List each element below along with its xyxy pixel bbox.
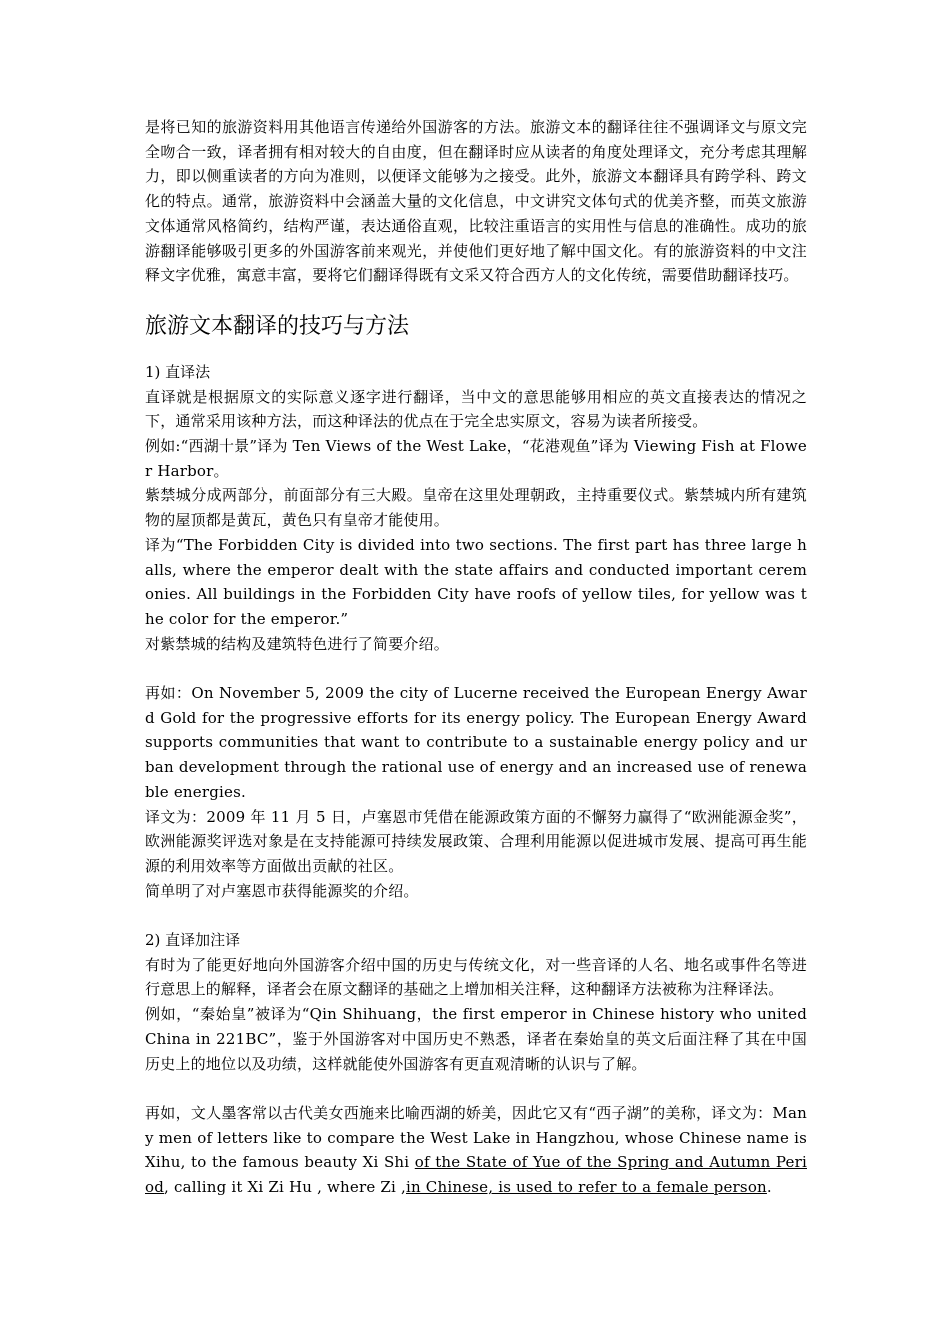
section1-example2-chinese: 译文为：2009 年 11 月 5 日，卢塞恩市凭借在能源政策方面的不懈努力赢得了“欧洲能源金奖”，欧洲能源奖评选对象是在支持能源可持续发展政策、合理利用能源以促进城市发展、提高可再生能源的利用效率等方面做出贡献的社区。 — [145, 807, 807, 875]
section-heading: 旅游文本翻译的技巧与方法 — [145, 313, 410, 339]
section1-comment1: 对紫禁城的结构及建筑特色进行了简要介绍。 — [145, 634, 450, 653]
section2-example2-underline-2: in Chinese, is used to refer to a female person — [405, 1178, 767, 1197]
section1-example1: 例如:“西湖十景”译为 Ten Views of the West Lake，“花港观鱼”译为 Viewing Fish at Flower Harbor。 — [145, 437, 807, 480]
intro-paragraph: 是将已知的旅游资料用其他语言传递给外国游客的方法。旅游文本的翻译往往不强调译文与原文完全吻合一致，译者拥有相对较大的自由度，但在翻译时应从读者的角度处理译文，充分考虑其理解力，即以侧重读者的方向为准则，以便译文能够为之接受。此外，旅游文本翻译具有跨学科、跨文化的特点。通常，旅游资料中会涵盖大量的文化信息，中文讲究文体句式的优美齐整，而英文旅游文体通常风格简约，结构严谨，表达通俗直观，比较注重语言的实用性与信息的准确性。成功的旅游翻译能够吸引更多的外国游客前来观光，并使他们更好地了解中国文化。有的旅游资料的中文注释文字优雅，寓意丰富，要将它们翻译得既有文采又符合西方人的文化传统，需要借助翻译技巧。 — [145, 118, 807, 285]
spacer — [145, 903, 807, 928]
section1-label: 1) 直译法 — [145, 362, 211, 381]
section2-definition: 有时为了能更好地向外国游客介绍中国的历史与传统文化，对一些音译的人名、地名或事件名等进行意思上的解释，译者会在原文翻译的基础之上增加相关注释，这种翻译方法被称为注释译法。 — [145, 955, 807, 999]
section1-comment2: 简单明了对卢塞恩市获得能源奖的介绍。 — [145, 881, 419, 900]
section2-example2-underline-1: of the State of Yue of the Spring and Autumn Period — [145, 1153, 807, 1197]
section2-example2 — [145, 1101, 807, 1200]
section2-example2-part-a: 再如，文人墨客常以古代美女西施来比喻西湖的娇美，因此它又有“西子湖”的美称，译文为：Many men of letters like to compare the West Lake in Hangzhou, whose Chinese name is Xihu, to the famous beauty Xi Shi — [145, 1103, 807, 1172]
spacer — [145, 1076, 807, 1101]
spacer — [145, 656, 807, 681]
section2-example2-part-c: . — [766, 1178, 772, 1197]
section1-english-text: 译为“The Forbidden City is divided into two sections. The first part has three large halls, where the emperor dealt with the state affairs and conducted important ceremonies. All buildings in the Forbidden City have roofs of yellow tiles, for yellow was the color for the emperor.” — [145, 535, 807, 628]
section1-example2-english: 再如：On November 5, 2009 the city of Lucerne received the European Energy Award Gold for the progressive efforts for its energy policy. The European Energy Award supports communities that want to contribute to a sustainable energy policy and urban development through the rational use of energy and an increased use of renewable energies. — [145, 684, 807, 801]
section1-chinese-text: 紫禁城分成两部分，前面部分有三大殿。皇帝在这里处理朝政，主持重要仪式。紫禁城内所有建筑物的屋顶都是黄瓦，黄色只有皇帝才能使用。 — [145, 486, 807, 530]
section2-example2-part-b: , calling it Xi Zi Hu , where Zi , — [164, 1178, 406, 1197]
document-page — [145, 115, 807, 1200]
section1-definition: 直译就是根据原文的实际意义逐字进行翻译，当中文的意思能够用相应的英文直接表达的情况之下，通常采用该种方法，而这种译法的优点在于完全忠实原文，容易为读者所接受。 — [145, 387, 807, 431]
section2-label: 2) 直译加注译 — [145, 931, 241, 950]
section2-example1: 例如，“秦始皇”被译为“Qin Shihuang，the first emperor in Chinese history who united China in 221BC”，鉴于外国游客对中国历史不熟悉，译者在秦始皇的英文后面注释了其在中国历史上的地位以及功绩，这样就能使外国游客有更直观清晰的认识与了解。 — [145, 1005, 807, 1073]
